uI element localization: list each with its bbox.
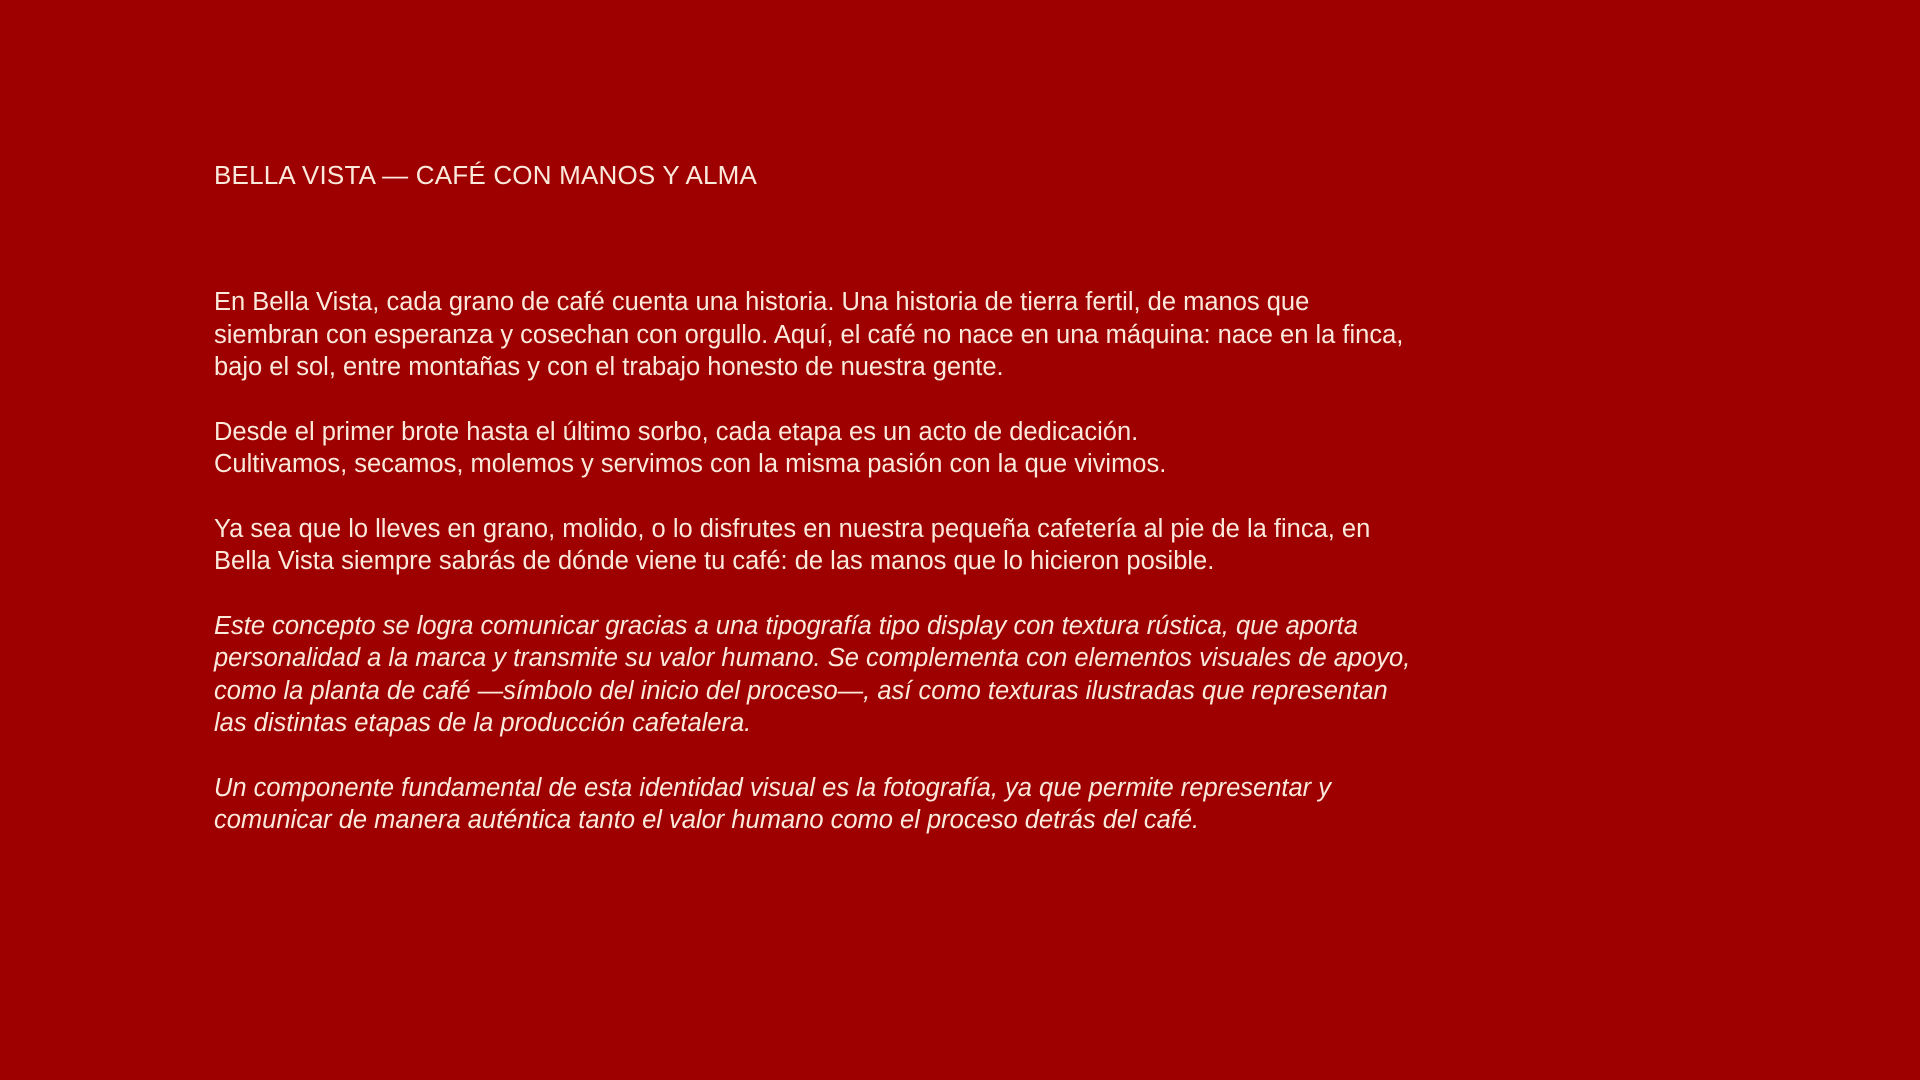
slide-body [214,286,1624,869]
paragraph-origin: Ya sea que lo lleves en grano, molido, o lo disfrutes en nuestra pequeña cafetería al pie de la finca, en Bella Vista siempre sabrás de dónde viene tu café: de las manos que lo hicieron posible. [214,514,1371,575]
paragraph-concept: Este concepto se logra comunicar gracias a una tipografía tipo display con textura rústica, que aporta personalidad a la marca y transmite su valor humano. Se complementa con elementos visuales de apoyo, como la planta de café —símbolo del inicio del proceso—, así como texturas ilustradas que representan las distintas etapas de la producción cafetalera. [214,611,1411,737]
paragraph-process: Desde el primer brote hasta el último sorbo, cada etapa es un acto de dedicación. Cultivamos, secamos, molemos y servimos con la misma pasión con la que vivimos. [214,417,1167,478]
paragraph-photography: Un componente fundamental de esta identidad visual es la fotografía, ya que permite representar y comunicar de manera auténtica tanto el valor humano como el proceso detrás del café. [214,773,1332,834]
slide-title: BELLA VISTA — CAFÉ CON MANOS Y ALMA [214,160,758,190]
paragraph-intro: En Bella Vista, cada grano de café cuenta una historia. Una historia de tierra fertil, de manos que siembran con esperanza y cosechan con orgullo. Aquí, el café no nace en una máquina: nace en la finca, bajo el sol, entre montañas y con el trabajo honesto de nuestra gente. [214,288,1404,381]
